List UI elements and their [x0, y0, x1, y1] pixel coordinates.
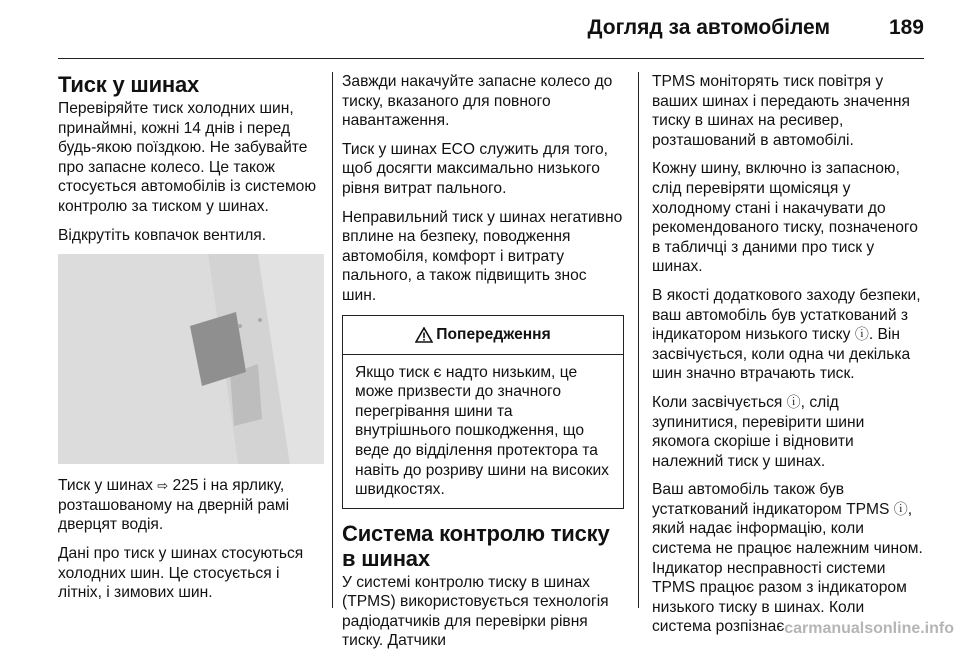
watermark: carmanualsonline.info: [784, 620, 954, 637]
warning-header: [343, 316, 623, 355]
header-title: Догляд за автомобілем: [587, 16, 830, 39]
warning-triangle-icon: [415, 327, 433, 343]
paragraph-text: Тиск у шинах: [58, 477, 153, 495]
paragraph: Завжди накачуйте запасне колесо до тиску, вказаного для повного навантаження.: [342, 73, 613, 130]
tpms-warning-icon: ⓘ: [786, 393, 801, 410]
warning-text: Якщо тиск є надто низьким, це може призвести до значного перегрівання шини та внутрішнього пошкодження, що веде до відділення протектора та навіть до розриву шини на високих швидкостях.: [355, 363, 609, 499]
paragraph: Кожну шину, включно із запасною, слід перевіряти щомісяця у холодному стані і накачувати до рекомендованого тиску, позначеного в табличці з даними про тиск у шинах.: [652, 160, 918, 276]
paragraph-text: , який надає інформацію, коли система не працює належним чином. Індикатор несправності системи TPMS працює разом з індикатором низького тиску в шинах. Коли система розпізнає: [652, 500, 923, 636]
paragraph-text: 225 і на ярлику, розташованому на дверній рамі дверцят водія.: [58, 477, 290, 534]
paragraph-text: . Він засвічується, коли одна чи декілька шин значно втрачають тиск.: [652, 326, 911, 383]
paragraph-text: , слід зупинитися, перевірити шини якомога скоріше і відновити належний тиск у шинах.: [652, 393, 865, 470]
paragraph-text: Ваш автомобіль також був устаткований індикатором TPMS: [652, 481, 890, 518]
paragraph: [652, 286, 924, 384]
paragraph: Відкрутіть ковпачок вентиля.: [58, 226, 267, 244]
column-2: [342, 72, 624, 660]
arrow-ref-icon: ⇨: [157, 478, 169, 494]
column-divider: [638, 72, 639, 608]
paragraph: Тиск у шинах ECO служить для того, щоб досягти максимально низького рівня витрат пального.: [342, 140, 608, 197]
paragraph-text: Коли засвічується: [652, 393, 783, 411]
section-heading-tire-pressure: Тиск у шинах: [58, 72, 200, 97]
tpms-warning-icon: ⓘ: [854, 326, 869, 343]
door-frame-illustration: [58, 254, 324, 464]
paragraph: У системі контролю тиску в шинах (TPMS) використовується технологія радіодатчиків для перевірки рівня тиску. Датчики: [342, 573, 609, 650]
paragraph: Неправильний тиск у шинах негативно вплине на безпеку, поводження автомобіля, комфорт і витрату пального, а також підвищить знос шин.: [342, 208, 623, 304]
paragraph: [58, 476, 326, 535]
page-header: [58, 0, 924, 59]
tpms-warning-icon: ⓘ: [893, 500, 908, 517]
paragraph: [652, 393, 924, 471]
warning-title: Попередження: [436, 325, 551, 343]
column-divider: [332, 72, 333, 608]
section-heading-tpms: Система контролю тиску в шинах: [342, 520, 610, 571]
paragraph-text: В якості додаткового заходу безпеки, ваш автомобіль був устаткований з індикатором низького тиску: [652, 286, 921, 344]
paragraph: [652, 480, 924, 637]
paragraph: Дані про тиск у шинах стосуються холодних шин. Це стосується і літніх, і зимових шин.: [58, 544, 304, 602]
column-3: [652, 72, 924, 646]
paragraph: Перевіряйте тиск холодних шин, принаймні, кожні 14 днів і перед будь-якою поїздкою. Не забувайте про запасне колесо. Це також стосується автомобілів із системою контролю за тиском у шинах.: [58, 100, 317, 215]
column-1: [58, 72, 326, 612]
page-number: 189: [888, 16, 924, 39]
paragraph: TPMS моніторять тиск повітря у ваших шинах і передають значення тиску в шинах на ресивер, розташований в автомобілі.: [652, 73, 910, 149]
warning-box: [342, 315, 624, 509]
